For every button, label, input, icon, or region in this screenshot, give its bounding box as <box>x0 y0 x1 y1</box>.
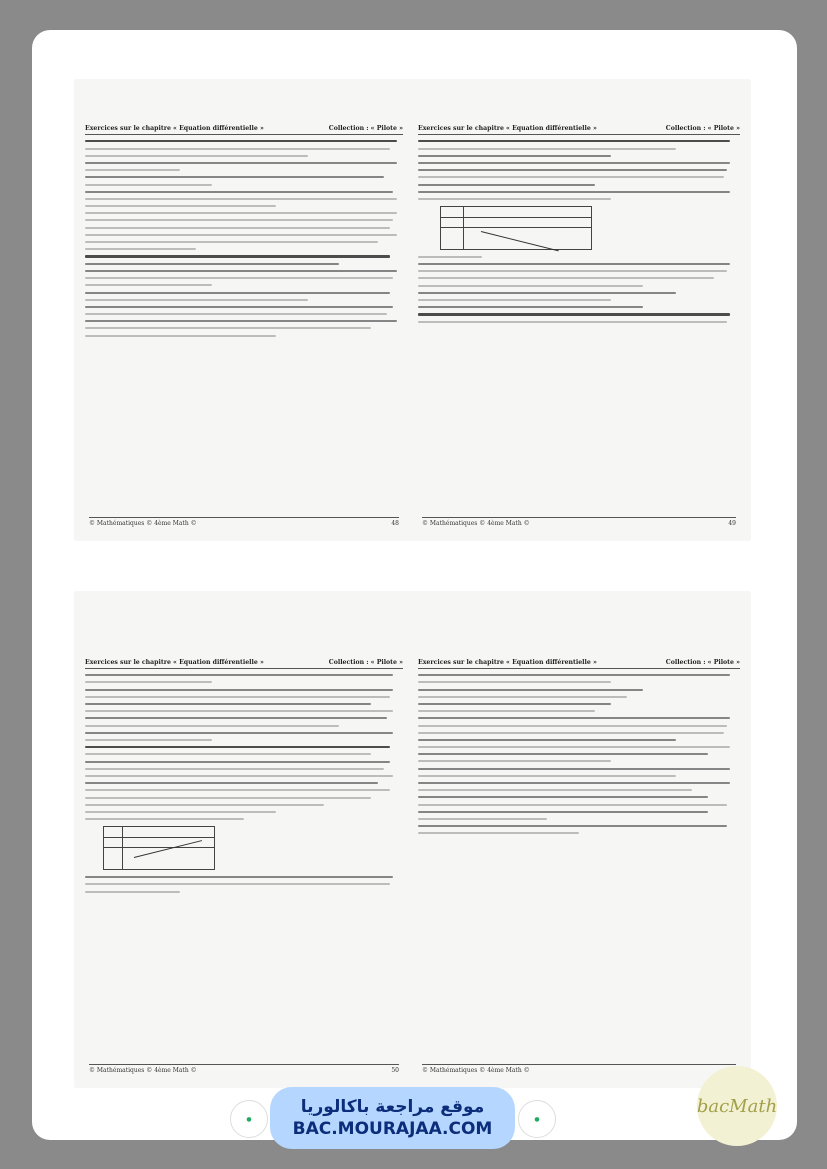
header-title: Exercices sur le chapitre « Equation différentielle » <box>85 125 264 132</box>
page-text <box>418 674 740 834</box>
page-number: 49 <box>728 520 736 527</box>
page-number: 50 <box>391 1067 399 1074</box>
banner-arabic-title: موقع مراجعة باكالوريا <box>300 1097 485 1117</box>
page-header <box>85 658 403 669</box>
page-footer <box>89 1064 399 1075</box>
page-49 <box>418 80 740 540</box>
page-header <box>418 124 740 135</box>
footer-label: © Mathématiques © 4ème Math © <box>422 520 530 527</box>
footer-label: © Mathématiques © 4ème Math © <box>422 1067 530 1074</box>
header-collection: Collection : « Pilote » <box>665 659 740 666</box>
variation-table <box>103 826 215 870</box>
page-footer <box>89 517 399 528</box>
header-title: Exercices sur le chapitre « Equation différentielle » <box>418 125 597 132</box>
page-header <box>85 124 403 135</box>
page-51 <box>418 592 740 1087</box>
page-number: 48 <box>391 520 399 527</box>
banner-url: BAC.MOURAJAA.COM <box>292 1119 493 1139</box>
header-title: Exercices sur le chapitre « Equation différentielle » <box>85 659 264 666</box>
site-logo-icon-right: ● <box>518 1100 556 1138</box>
page-text <box>85 140 403 336</box>
page-text <box>418 140 740 323</box>
variation-table <box>440 206 592 250</box>
page-48 <box>85 80 403 540</box>
footer-label: © Mathématiques © 4ème Math © <box>89 1067 197 1074</box>
header-collection: Collection : « Pilote » <box>328 659 403 666</box>
site-banner-link[interactable] <box>270 1087 515 1149</box>
page-footer <box>422 517 736 528</box>
page-header <box>418 658 740 669</box>
page-footer <box>422 1064 736 1075</box>
scan-spread-top <box>75 80 750 540</box>
header-collection: Collection : « Pilote » <box>328 125 403 132</box>
bacmath-logo: bacMath <box>697 1066 777 1146</box>
page-text <box>85 674 403 892</box>
page-50 <box>85 592 403 1087</box>
header-collection: Collection : « Pilote » <box>665 125 740 132</box>
header-title: Exercices sur le chapitre « Equation différentielle » <box>418 659 597 666</box>
footer-label: © Mathématiques © 4ème Math © <box>89 520 197 527</box>
scan-spread-bottom <box>75 592 750 1087</box>
site-logo-icon-left: ● <box>230 1100 268 1138</box>
